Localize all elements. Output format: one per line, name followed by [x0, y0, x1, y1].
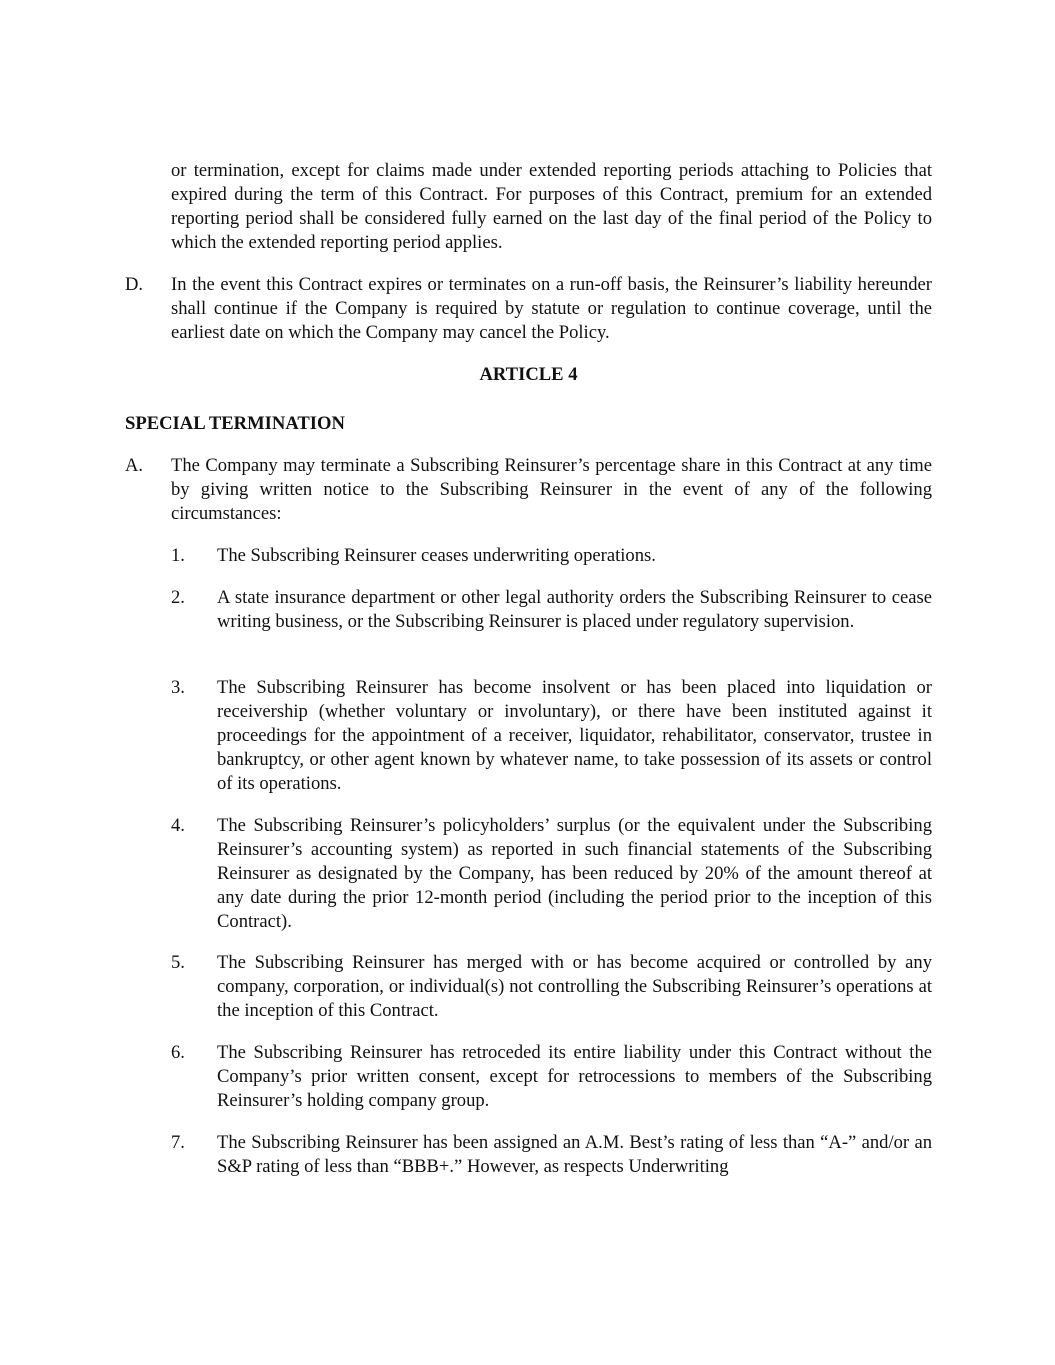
- list-item-text: A state insurance department or other legal authority orders the Subscribing Reinsurer to cease writing business, or the Subscribing Reinsurer is placed under regulatory supervision.: [217, 587, 932, 632]
- paragraph-a-label: A.: [125, 455, 144, 476]
- list-item-1: [171, 544, 932, 568]
- list-item-3: [171, 676, 932, 796]
- list-item-number: 6.: [171, 1042, 185, 1063]
- list-item-text: The Subscribing Reinsurer has become insolvent or has been placed into liquidation or receivership (whether voluntary or involuntary), or there have been instituted against it proceedings for the appointment of a receiver, liquidator, rehabilitator, conservator, trustee in bankruptcy, or other agent known by whatever name, to take possession of its assets or control of its operations.: [217, 677, 932, 794]
- list-item-text: The Subscribing Reinsurer has been assigned an A.M. Best’s rating of less than “A-” and/or an S&P rating of less than “BBB+.” However, as respects Underwriting: [217, 1132, 932, 1177]
- paragraph-d: [125, 273, 932, 345]
- list-item-text: The Subscribing Reinsurer ceases underwriting operations.: [217, 545, 656, 566]
- list-item-text: The Subscribing Reinsurer’s policyholders’ surplus (or the equivalent under the Subscribing Reinsurer’s accounting system) as reported in such financial statements of the Subscribing Reinsurer as designated by the Company, has been reduced by 20% of the amount thereof at any date during the prior 12-month period (including the period prior to the inception of this Contract).: [217, 815, 932, 932]
- paragraph-d-label: D.: [125, 274, 144, 295]
- list-item-number: 3.: [171, 677, 185, 698]
- article-title: ARTICLE 4: [479, 364, 578, 385]
- list-item-5: [171, 951, 932, 1023]
- paragraph-a: [125, 454, 932, 526]
- paragraph-d-text: In the event this Contract expires or terminates on a run-off basis, the Reinsurer’s liability hereunder shall continue if the Company is required by statute or regulation to continue coverage, until the earliest date on which the Company may cancel the Policy.: [171, 274, 932, 343]
- list-item-7: [171, 1131, 932, 1179]
- continuation-paragraph: or termination, except for claims made under extended reporting periods attaching to Policies that expired during the term of this Contract. For purposes of this Contract, premium for an extended reporting period shall be considered fully earned on the last day of the final period of the Policy to which the extended reporting period applies.: [171, 160, 932, 253]
- list-item-text: The Subscribing Reinsurer has retroceded its entire liability under this Contract without the Company’s prior written consent, except for retrocessions to members of the Subscribing Reinsurer’s holding company group.: [217, 1042, 932, 1111]
- list-item-6: [171, 1041, 932, 1113]
- section-heading: SPECIAL TERMINATION: [125, 413, 345, 434]
- list-item-number: 5.: [171, 952, 185, 973]
- list-item-number: 2.: [171, 587, 185, 608]
- list-item-number: 1.: [171, 545, 185, 566]
- list-item-number: 7.: [171, 1132, 185, 1153]
- list-item-text: The Subscribing Reinsurer has merged with or has become acquired or controlled by any company, corporation, or individual(s) not controlling the Subscribing Reinsurer’s operations at the inception of this Contract.: [217, 952, 932, 1021]
- list-item-2: [171, 586, 932, 634]
- list-item-number: 4.: [171, 815, 185, 836]
- paragraph-a-text: The Company may terminate a Subscribing Reinsurer’s percentage share in this Contract at any time by giving written notice to the Subscribing Reinsurer in the event of any of the following circumstances:: [171, 455, 932, 524]
- list-item-4: [171, 814, 932, 934]
